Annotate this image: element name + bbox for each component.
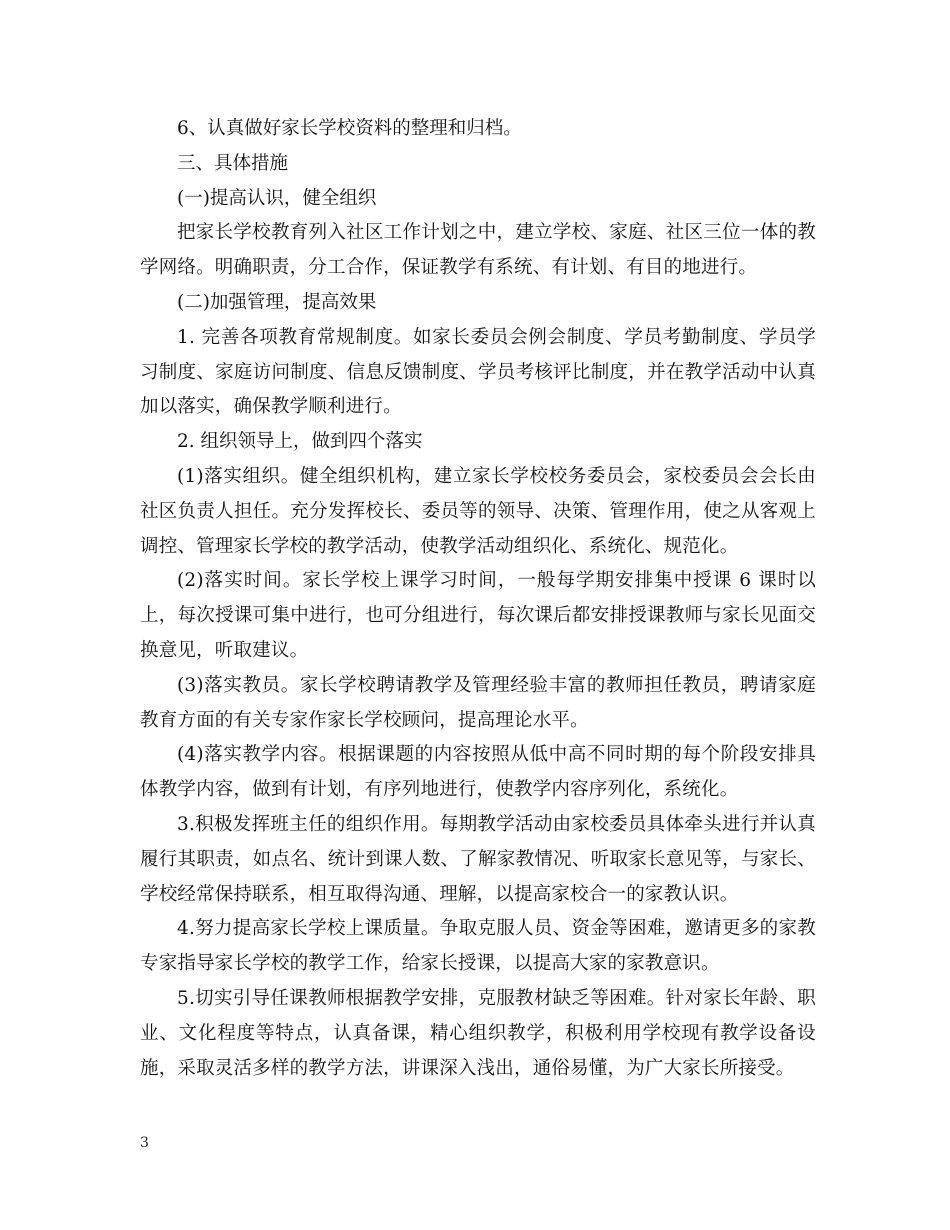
page-number: 3 — [140, 1135, 149, 1151]
subsection-heading-1: (一)提高认识，健全组织 — [177, 187, 377, 209]
list-item-6: 6、认真做好家长学校资料的整理和归档。 — [177, 118, 522, 139]
paragraph-rules: 1. 完善各项教育常规制度。如家长委员会例会制度、学员考勤制度、学员学习制度、家庭访问制度、信息反馈制度、学员考核评比制度，并在教学活动中认真加以落实，确保教学顺利进行。 — [140, 326, 816, 418]
paragraph-teachers: (3)落实教员。家长学校聘请教学及管理经验丰富的教师担任教员，聘请家庭教育方面的有关专家作家长学校顾问，提高理论水平。 — [140, 674, 816, 731]
paragraph-organization: (1)落实组织。健全组织机构，建立家长学校校务委员会，家校委员会会长由社区负责人担任。充分发挥校长、委员等的领导、决策、管理作用，使之从客观上调控、管理家长学校的教学活动，使教学活动组织化、系统化、规范化。 — [140, 465, 816, 557]
paragraph-network: 把家长学校教育列入社区工作计划之中，建立学校、家庭、社区三位一体的教学网络。明确职责，分工合作，保证教学有系统、有计划、有目的地进行。 — [140, 222, 816, 279]
paragraph-four-implementations: 2. 组织领导上，做到四个落实 — [177, 431, 423, 453]
paragraph-guidance: 5.切实引导任课教师根据教学安排，克服教材缺乏等困难。针对家长年龄、职业、文化程度等特点，认真备课，精心组织教学，积极利用学校现有教学设备设施，采取灵活多样的教学方法，讲课深入浅出，通俗易懂，为广大家长所接受。 — [140, 987, 816, 1079]
document-body — [140, 112, 816, 1086]
section-heading-measures: 三、具体措施 — [177, 152, 289, 174]
paragraph-class-teacher: 3.积极发挥班主任的组织作用。每期教学活动由家校委员具体牵头进行并认真履行其职责，如点名、统计到课人数、了解家教情况、听取家长意见等，与家长、学校经常保持联系，相互取得沟通、理解，以提高家校合一的家教认识。 — [140, 813, 816, 905]
subsection-heading-2: (二)加强管理，提高效果 — [177, 291, 377, 313]
paragraph-time: (2)落实时间。家长学校上课学习时间，一般每学期安排集中授课 6 课时以上，每次授课可集中进行，也可分组进行，每次课后都安排授课教师与家长见面交换意见，听取建议。 — [140, 570, 816, 661]
paragraph-content: (4)落实教学内容。根据课题的内容按照从低中高不同时期的每个阶段安排具体教学内容，做到有计划，有序列地进行，使教学内容序列化，系统化。 — [140, 744, 816, 801]
paragraph-quality: 4.努力提高家长学校上课质量。争取克服人员、资金等困难，邀请更多的家教专家指导家长学校的教学工作，给家长授课，以提高大家的家教意识。 — [140, 918, 816, 975]
